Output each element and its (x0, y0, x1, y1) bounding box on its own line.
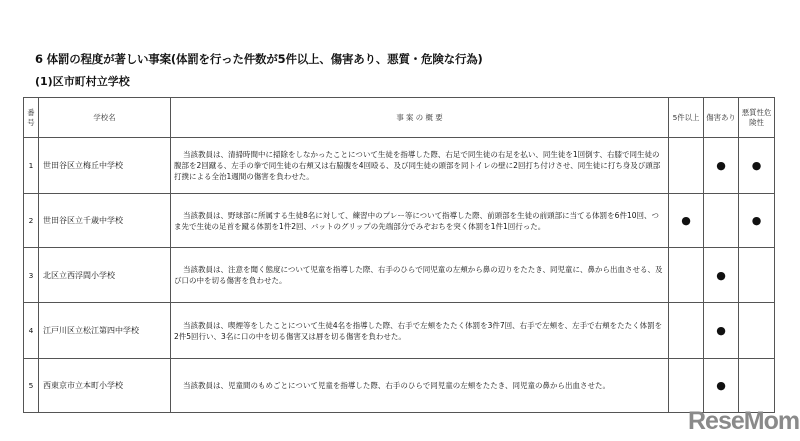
table-row (24, 138, 775, 194)
malicious-mark: ● (739, 138, 775, 194)
section-subtitle: (1)区市町村立学校 (35, 75, 130, 88)
five-or-more-mark (669, 303, 704, 359)
malicious-mark (739, 359, 775, 413)
school-name: 北区立西浮間小学校 (39, 248, 171, 303)
row-number: 4 (24, 303, 39, 359)
school-name: 西東京市立本町小学校 (39, 359, 171, 413)
header-five-or-more: 5件以上 (669, 98, 704, 138)
table-row (24, 248, 775, 303)
table-row (24, 359, 775, 413)
injury-mark: ● (704, 303, 739, 359)
five-or-more-mark (669, 248, 704, 303)
row-number: 1 (24, 138, 39, 194)
five-or-more-mark (669, 359, 704, 413)
malicious-mark (739, 248, 775, 303)
row-number: 2 (24, 194, 39, 248)
incident-summary: 当該教員は、野球部に所属する生徒8名に対して、練習中のプレー等について指導した際、前頭部を生徒の前頭部に当てる体罰を6件10回、つま先で生徒の足首を蹴る体罰を1件2回、バットのグリップの先端部分でみぞおちを突く体罰を1件1回行った。 (171, 194, 669, 248)
injury-mark: ● (704, 248, 739, 303)
header-number: 番号 (24, 98, 39, 138)
school-name: 世田谷区立梅丘中学校 (39, 138, 171, 194)
row-number: 5 (24, 359, 39, 413)
row-number: 3 (24, 248, 39, 303)
malicious-mark: ● (739, 194, 775, 248)
injury-mark: ● (704, 359, 739, 413)
table-row (24, 303, 775, 359)
header-summary: 事 案 の 概 要 (171, 98, 669, 138)
injury-mark (704, 194, 739, 248)
section-title: 6 体罰の程度が著しい事案(体罰を行った件数が5件以上、傷害あり、悪質・危険な行為) (35, 52, 483, 66)
injury-mark: ● (704, 138, 739, 194)
school-name: 江戸川区立松江第四中学校 (39, 303, 171, 359)
table-header-row (24, 98, 775, 138)
incident-summary: 当該教員は、児童間のもめごとについて児童を指導した際、右手のひらで同児童の左頬をたたき、同児童の鼻から出血させた。 (171, 359, 669, 413)
school-name: 世田谷区立千歳中学校 (39, 194, 171, 248)
incident-summary: 当該教員は、清掃時間中に掃除をしなかったことについて生徒を指導した際、右足で同生徒の右足を払い、同生徒を1回倒す、右膝で同生徒の腹部を2回蹴る、左手の拳で同生徒の右頬又は右脇腹を4回殴る、及び同生徒の頭部を同トイレの壁に2回打ち付けさせ、同生徒に打ち身及び頭部打撲による全治1週間の傷害を負わせた。 (171, 138, 669, 194)
incident-table (23, 97, 775, 413)
table-row (24, 194, 775, 248)
header-malicious: 悪質性危険性 (739, 98, 775, 138)
incident-summary: 当該教員は、喫煙等をしたことについて生徒4名を指導した際、右手で左頬をたたく体罰を3件7回、右手で左頬を、左手で右頬をたたく体罰を2件5回行い、3名に口の中を切る傷害又は唇を切る傷害を負わせた。 (171, 303, 669, 359)
five-or-more-mark: ● (669, 194, 704, 248)
header-school: 学校名 (39, 98, 171, 138)
resemom-watermark-logo: ReseMom (688, 407, 800, 435)
incident-summary: 当該教員は、注意を聞く態度について児童を指導した際、右手のひらで同児童の左頬から鼻の辺りをたたき、同児童に、鼻から出血させる、及び口の中を切る傷害を負わせた。 (171, 248, 669, 303)
malicious-mark (739, 303, 775, 359)
five-or-more-mark (669, 138, 704, 194)
header-injury: 傷害あり (704, 98, 739, 138)
